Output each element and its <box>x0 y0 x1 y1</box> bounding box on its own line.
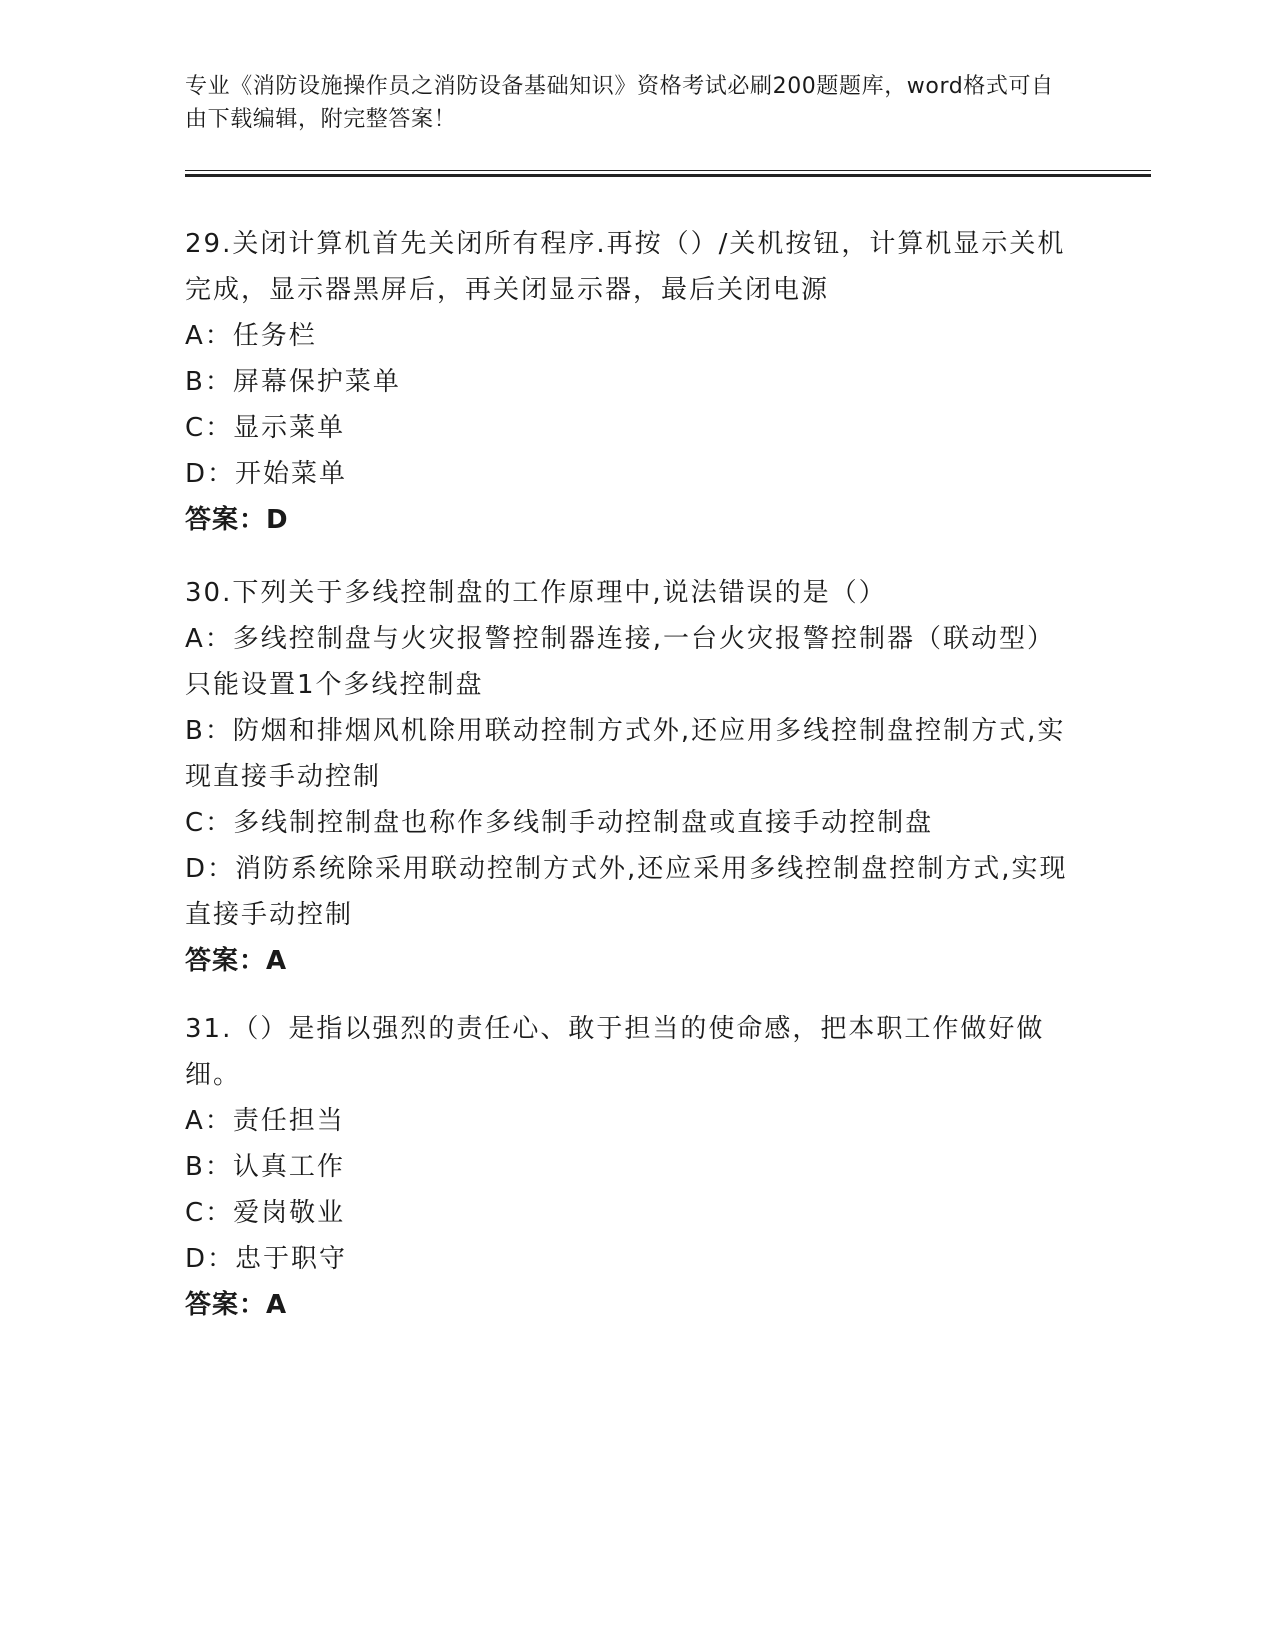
question-text: 31.（）是指以强烈的责任心、敢于担当的使命感，把本职工作做好做细。 <box>185 1014 1045 1090</box>
question-text: 29.关闭计算机首先关闭所有程序.再按（）/关机按钮，计算机显示关机完成，显示器黑屏后，再关闭显示器，最后关闭电源 <box>185 229 1066 305</box>
option-a: A：责任担当 <box>185 1106 345 1136</box>
answer: 答案：A <box>185 946 288 976</box>
header-rule-thin <box>185 170 1151 171</box>
option-d: D：消防系统除采用联动控制方式外,还应采用多线控制盘控制方式,实现直接手动控制 <box>185 854 1068 930</box>
option-a: A：多线控制盘与火灾报警控制器连接,一台火灾报警控制器（联动型）只能设置1个多线控制盘 <box>185 624 1056 700</box>
option-d: D：开始菜单 <box>185 459 348 489</box>
option-c: C：显示菜单 <box>185 413 346 443</box>
option-d: D：忠于职守 <box>185 1244 348 1274</box>
document-header: 专业《消防设施操作员之消防设备基础知识》资格考试必刷200题题库，word格式可自由下载编辑，附完整答案！ <box>185 74 1054 132</box>
option-b: B：屏幕保护菜单 <box>185 367 401 397</box>
option-c: C：多线制控制盘也称作多线制手动控制盘或直接手动控制盘 <box>185 808 934 838</box>
option-c: C：爱岗敬业 <box>185 1198 346 1228</box>
answer: 答案：A <box>185 1290 288 1320</box>
question-30 <box>185 570 1075 984</box>
header-rule-thick <box>185 174 1151 177</box>
option-b: B：认真工作 <box>185 1152 345 1182</box>
option-a: A：任务栏 <box>185 321 317 351</box>
answer: 答案：D <box>185 505 289 535</box>
question-29 <box>185 221 1075 543</box>
option-b: B：防烟和排烟风机除用联动控制方式外,还应用多线控制盘控制方式,实现直接手动控制 <box>185 716 1066 792</box>
question-text: 30.下列关于多线控制盘的工作原理中,说法错误的是（） <box>185 578 887 608</box>
question-31 <box>185 1006 1075 1328</box>
